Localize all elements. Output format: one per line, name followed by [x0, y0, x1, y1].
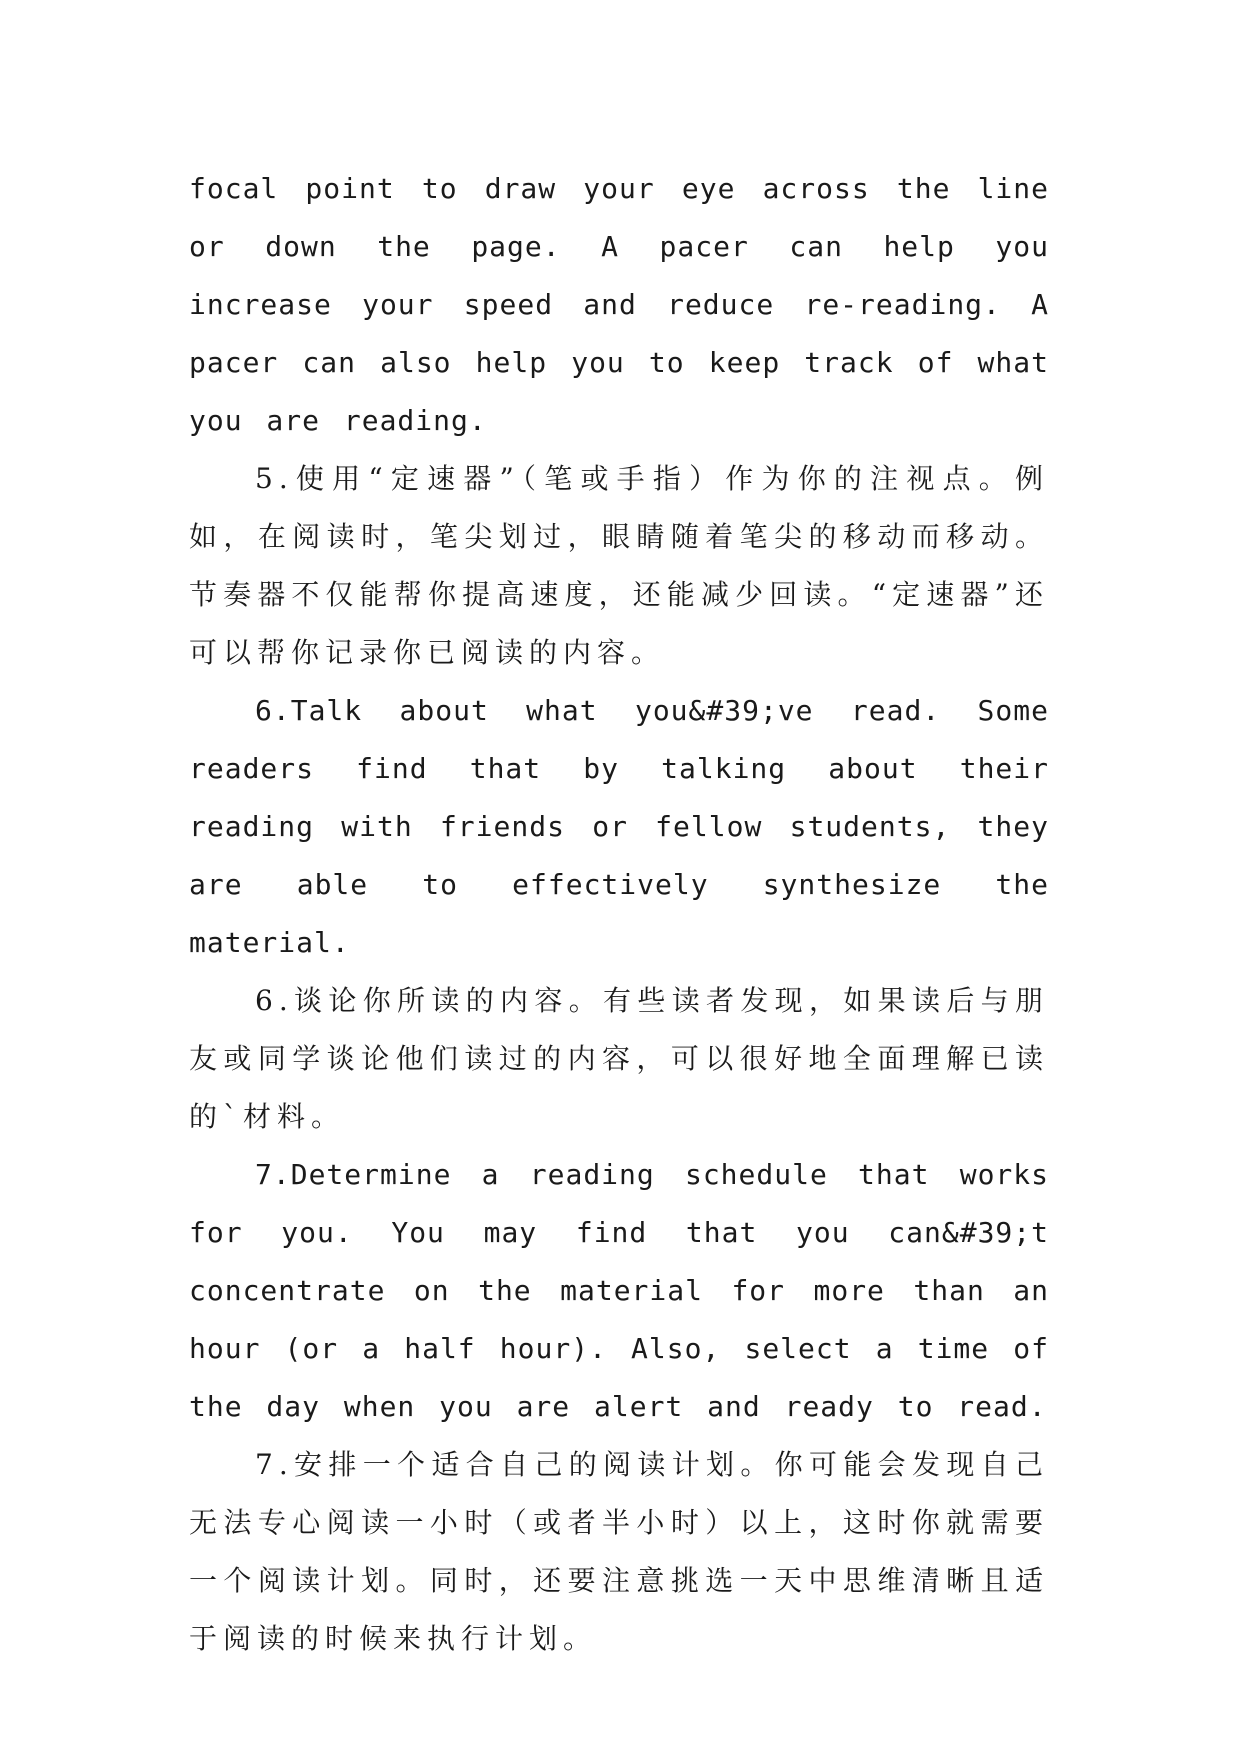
paragraph-en-item-6: 6.Talk about what you&#39;ve read. Some readers find that by talking about their reading with friends or fellow students, they are able to effectively synthesize the material. [189, 694, 1049, 959]
paragraph-en-pacer-continued: focal point to draw your eye across the line or down the page. A pacer can help you increase your speed and reduce re-reading. A pacer can also help you to keep track of what you are reading. [189, 172, 1049, 437]
document-body [189, 160, 1049, 1668]
paragraph-zh-item-7: 7.安排一个适合自己的阅读计划。你可能会发现自己无法专心阅读一小时（或者半小时）以上，这时你就需要一个阅读计划。同时，还要注意挑选一天中思维清晰且适于阅读的时候来执行计划。 [189, 1448, 1049, 1655]
paragraph-zh-item-6: 6.谈论你所读的内容。有些读者发现，如果读后与朋友或同学谈论他们读过的内容，可以很好地全面理解已读的`材料。 [189, 984, 1049, 1133]
paragraph-en-item-7: 7.Determine a reading schedule that works for you. You may find that you can&#39;t concentrate on the material for more than an hour (or a half hour). Also, select a time of the day when you are alert and ready to read. [189, 1158, 1049, 1423]
paragraph-zh-item-5: 5.使用“定速器”（笔或手指）作为你的注视点。例如，在阅读时，笔尖划过，眼睛随着笔尖的移动而移动。节奏器不仅能帮你提高速度，还能减少回读。“定速器”还可以帮你记录你已阅读的内容。 [189, 462, 1049, 669]
